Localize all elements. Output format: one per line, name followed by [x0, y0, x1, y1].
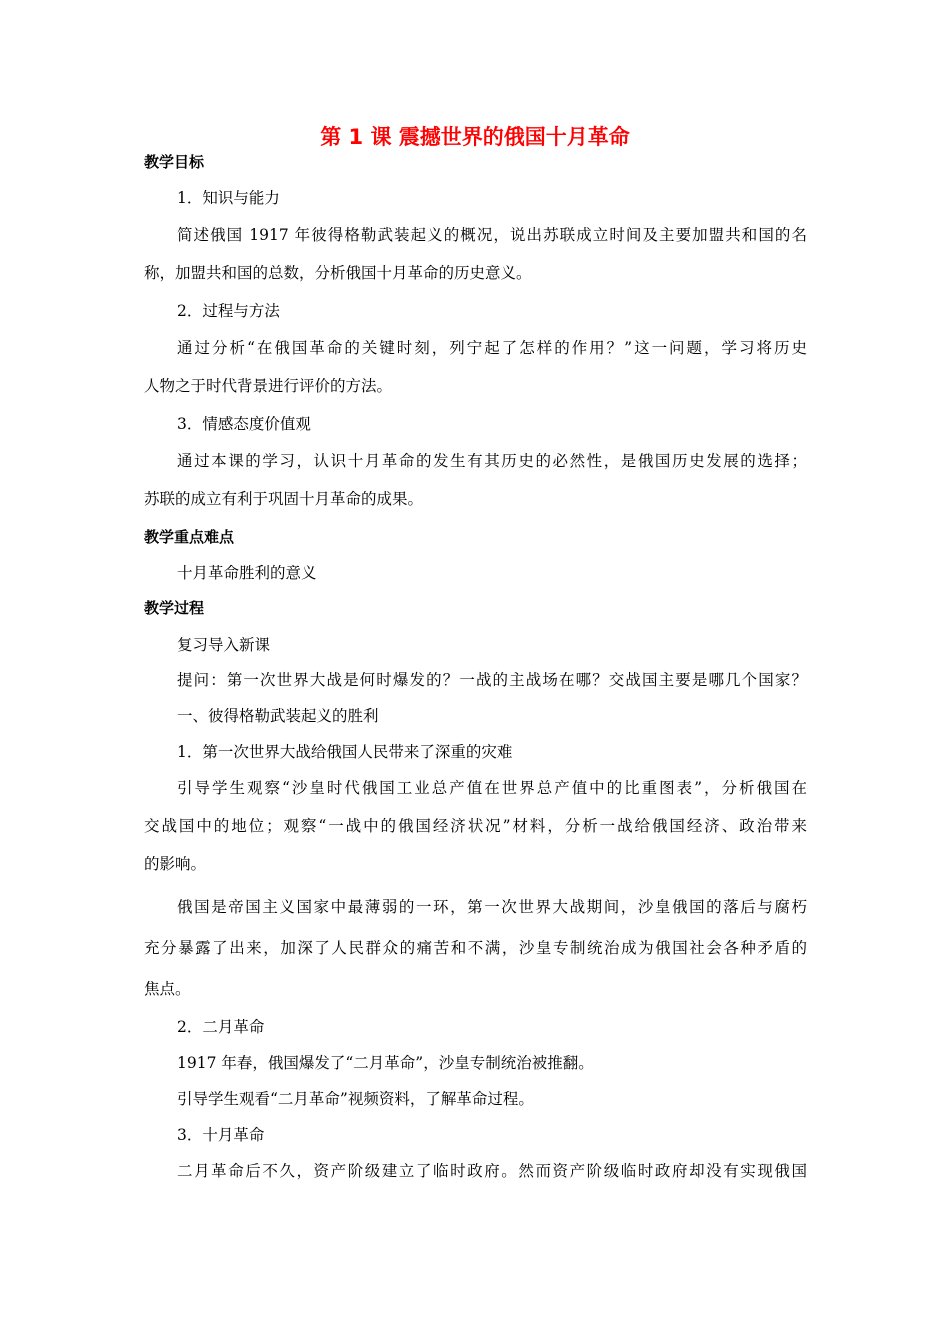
key-point-text: 十月革命胜利的意义 [177, 564, 317, 582]
objective-2-label: 2．过程与方法 [177, 302, 280, 320]
objective-1-text-line-1: 简述俄国 1917 年彼得格勒武装起义的概况，说出苏联成立时间及主要加盟共和国的名 [177, 226, 807, 244]
sub-2-text-line-2: 引导学生观看“二月革命”视频资料，了解革命过程。 [177, 1090, 534, 1108]
lesson-title: 第 1 课 震撼世界的俄国十月革命 [320, 125, 630, 149]
sub-1-paragraph-1-line-3: 的影响。 [144, 855, 207, 873]
question-text: 提问：第一次世界大战是何时爆发的？一战的主战场在哪？交战国主要是哪几个国家？ [177, 671, 807, 689]
review-text: 复习导入新课 [177, 636, 271, 654]
sub-1-paragraph-2-line-3: 焦点。 [144, 980, 191, 998]
sub-1-heading: 1．第一次世界大战给俄国人民带来了深重的灾难 [177, 743, 513, 761]
sub-1-paragraph-1-line-1: 引导学生观察“沙皇时代俄国工业总产值在世界总产值中的比重图表”，分析俄国在 [177, 779, 807, 797]
objective-3-text-line-1: 通过本课的学习，认识十月革命的发生有其历史的必然性，是俄国历史发展的选择； [177, 452, 807, 470]
sub-3-heading: 3．十月革命 [177, 1126, 265, 1144]
sub-1-paragraph-2-line-1: 俄国是帝国主义国家中最薄弱的一环，第一次世界大战期间，沙皇俄国的落后与腐朽 [177, 898, 807, 916]
objective-1-text-line-2: 称，加盟共和国的总数，分析俄国十月革命的历史意义。 [144, 264, 532, 282]
process-heading: 教学过程 [144, 599, 205, 617]
key-points-heading: 教学重点难点 [144, 528, 235, 546]
objective-2-text-line-2: 人物之于时代背景进行评价的方法。 [144, 377, 393, 395]
sub-2-heading: 2．二月革命 [177, 1018, 265, 1036]
sub-2-text-line-1: 1917 年春，俄国爆发了“二月革命”，沙皇专制统治被推翻。 [177, 1054, 594, 1072]
objective-3-text-line-2: 苏联的成立有利于巩固十月革命的成果。 [144, 490, 424, 508]
sub-1-paragraph-1-line-2: 交战国中的地位；观察“一战中的俄国经济状况”材料，分析一战给俄国经济、政治带来 [144, 817, 807, 835]
sub-1-paragraph-2-line-2: 充分暴露了出来，加深了人民群众的痛苦和不满，沙皇专制统治成为俄国社会各种矛盾的 [144, 939, 807, 957]
objective-2-text-line-1: 通过分析“在俄国革命的关键时刻，列宁起了怎样的作用？”这一问题，学习将历史 [177, 339, 807, 357]
objectives-heading: 教学目标 [144, 153, 205, 171]
objective-3-label: 3．情感态度价值观 [177, 415, 311, 433]
objective-1-label: 1．知识与能力 [177, 189, 280, 207]
part-1-heading: 一、彼得格勒武装起义的胜利 [177, 707, 379, 725]
sub-3-text-line-1: 二月革命后不久，资产阶级建立了临时政府。然而资产阶级临时政府却没有实现俄国 [177, 1162, 807, 1180]
